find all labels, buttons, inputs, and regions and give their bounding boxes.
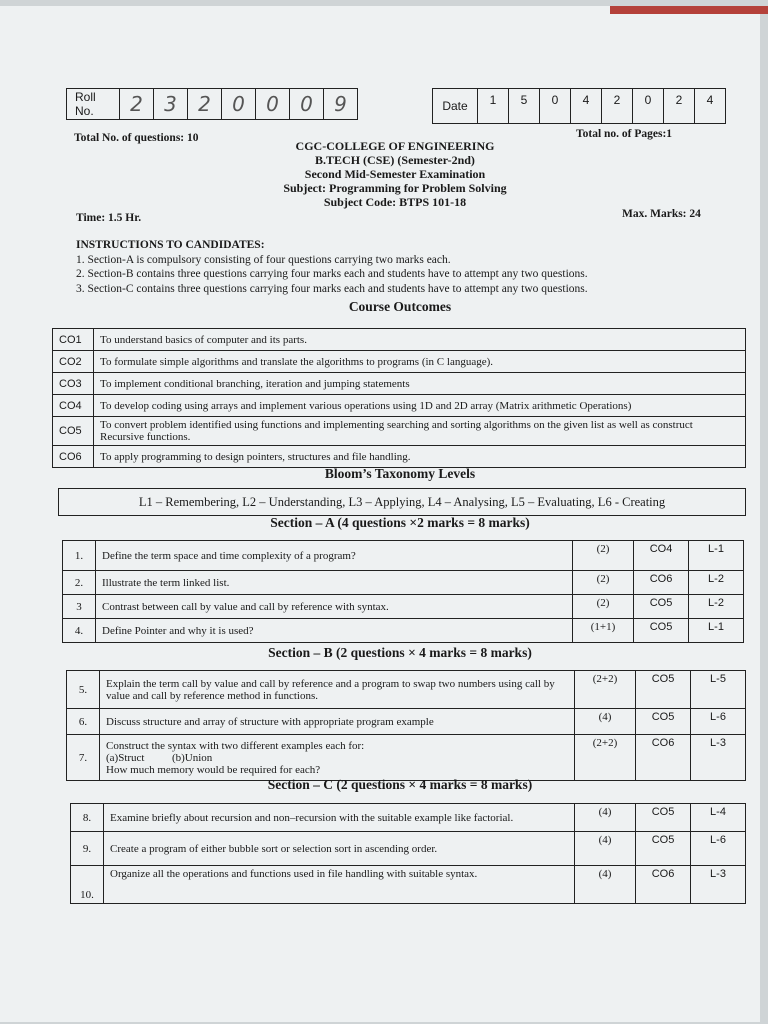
question-text	[100, 735, 575, 781]
table-row	[67, 735, 746, 781]
roll-digit: 3	[154, 89, 188, 120]
date-digit: 0	[633, 89, 664, 124]
section-c-title: Section – C (2 questions × 4 marks = 8 marks)	[267, 777, 533, 792]
co-text: To convert problem identified using functions and implementing searching and sorting algorithms on the given list as well as construct Recursive functions.	[94, 417, 746, 446]
co-text: To implement conditional branching, iteration and jumping statements	[94, 373, 746, 395]
table-row	[63, 595, 744, 619]
question-text: Define Pointer and why it is used?	[96, 619, 573, 643]
question-level: L-3	[691, 735, 746, 781]
question-co: CO4	[634, 541, 689, 571]
question-level: L-5	[691, 671, 746, 709]
question-marks: (1+1)	[573, 619, 634, 643]
question-level: L-1	[689, 541, 744, 571]
co-text: To formulate simple algorithms and translate the algorithms to programs (in C language).	[94, 351, 746, 373]
table-row	[53, 351, 746, 373]
table-row	[63, 541, 744, 571]
co-id: CO4	[53, 395, 94, 417]
table-row	[63, 571, 744, 595]
instructions	[76, 238, 588, 296]
question-number: 10.	[71, 866, 104, 904]
question-text-line: Construct the syntax with two different examples each for:	[106, 739, 365, 752]
question-text: Define the term space and time complexity of a program?	[96, 541, 573, 571]
question-text: Illustrate the term linked list.	[96, 571, 573, 595]
question-text-line: (a)Struct (b)Union	[106, 751, 213, 764]
paper-heading	[230, 139, 560, 209]
date-box	[432, 88, 726, 124]
background-cloth	[610, 6, 768, 14]
roll-digit: 0	[290, 89, 324, 120]
co-text: To apply programming to design pointers, structures and file handling.	[94, 446, 746, 468]
question-text: Explain the term call by value and call by reference and a program to swap two numbers using call by value and call by reference method in functions.	[100, 671, 575, 709]
question-marks: (2)	[573, 541, 634, 571]
question-co: CO5	[634, 595, 689, 619]
question-level: L-6	[691, 709, 746, 735]
question-number: 2.	[63, 571, 96, 595]
question-text: Contrast between call by value and call by reference with syntax.	[96, 595, 573, 619]
question-level: L-2	[689, 571, 744, 595]
table-row	[53, 373, 746, 395]
question-marks: (4)	[575, 709, 636, 735]
section-c-table	[70, 803, 746, 904]
section-a-table	[62, 540, 744, 643]
blooms-levels: L1 – Remembering, L2 – Understanding, L3 – Applying, L4 – Analysing, L5 – Evaluating, L6 - Creating	[58, 488, 746, 516]
table-row	[67, 709, 746, 735]
question-co: CO5	[634, 619, 689, 643]
question-level: L-3	[691, 866, 746, 904]
course-outcomes-title: Course Outcomes	[348, 299, 452, 314]
question-co: CO5	[636, 709, 691, 735]
blooms-title: Bloom’s Taxonomy Levels	[324, 466, 476, 481]
table-row	[53, 417, 746, 446]
co-text: To understand basics of computer and its parts.	[94, 329, 746, 351]
question-number: 9.	[71, 832, 104, 866]
question-text: Discuss structure and array of structure with appropriate program example	[100, 709, 575, 735]
section-b-title: Section – B (2 questions × 4 marks = 8 marks)	[268, 645, 532, 660]
roll-digit: 2	[188, 89, 222, 120]
co-text: To develop coding using arrays and implement various operations using 1D and 2D array (Matrix arithmetic Operations)	[94, 395, 746, 417]
date-label: Date	[433, 89, 478, 124]
section-b-table	[66, 670, 746, 781]
question-level: L-2	[689, 595, 744, 619]
question-text: Organize all the operations and functions used in file handling with suitable syntax.	[104, 866, 575, 904]
table-row	[71, 832, 746, 866]
subject-name: Subject: Programming for Problem Solving	[283, 181, 507, 195]
question-number: 3	[63, 595, 96, 619]
table-row	[63, 619, 744, 643]
roll-number-box	[66, 88, 358, 120]
question-marks: (4)	[575, 866, 636, 904]
co-id: CO6	[53, 446, 94, 468]
time-allowed: Time: 1.5 Hr.	[76, 212, 142, 224]
question-marks: (2+2)	[575, 735, 636, 781]
question-co: CO6	[636, 735, 691, 781]
program-name: B.TECH (CSE) (Semester-2nd)	[315, 153, 475, 167]
co-id: CO3	[53, 373, 94, 395]
question-number: 7.	[67, 735, 100, 781]
college-name: CGC-COLLEGE OF ENGINEERING	[295, 139, 495, 153]
question-text: Examine briefly about recursion and non–recursion with the suitable example like factorial.	[104, 804, 575, 832]
co-id: CO1	[53, 329, 94, 351]
roll-label: Roll No.	[67, 89, 120, 120]
total-questions: Total No. of questions: 10	[74, 132, 199, 144]
question-marks: (4)	[575, 832, 636, 866]
instruction-item: 2. Section-B contains three questions carrying four marks each and students have to attempt any two questions.	[76, 268, 588, 280]
date-digit: 1	[478, 89, 509, 124]
question-marks: (4)	[575, 804, 636, 832]
instruction-item: 1. Section-A is compulsory consisting of four questions carrying two marks each.	[76, 253, 451, 266]
section-a-title: Section – A (4 questions ×2 marks = 8 marks)	[270, 515, 530, 530]
question-co: CO5	[636, 832, 691, 866]
course-outcomes-table	[52, 328, 746, 468]
co-id: CO5	[53, 417, 94, 446]
question-level: L-6	[691, 832, 746, 866]
date-digit: 5	[509, 89, 540, 124]
table-row	[53, 395, 746, 417]
roll-digit: 0	[222, 89, 256, 120]
question-co: CO6	[636, 866, 691, 904]
co-id: CO2	[53, 351, 94, 373]
table-row	[53, 329, 746, 351]
instruction-item: 3. Section-C contains three questions carrying four marks each and students have to attempt any two questions.	[76, 282, 588, 295]
question-number: 8.	[71, 804, 104, 832]
question-marks: (2+2)	[575, 671, 636, 709]
question-co: CO5	[636, 804, 691, 832]
question-text-line: How much memory would be required for each?	[106, 763, 321, 776]
max-marks: Max. Marks: 24	[622, 208, 701, 220]
total-pages: Total no. of Pages:1	[576, 128, 673, 140]
roll-digit: 9	[324, 89, 358, 120]
exam-name: Second Mid-Semester Examination	[304, 167, 486, 181]
question-number: 1.	[63, 541, 96, 571]
question-text: Create a program of either bubble sort or selection sort in ascending order.	[104, 832, 575, 866]
instructions-title: INSTRUCTIONS TO CANDIDATES:	[76, 239, 265, 251]
table-row	[71, 866, 746, 904]
question-number: 6.	[67, 709, 100, 735]
table-row	[53, 446, 746, 468]
question-marks: (2)	[573, 595, 634, 619]
question-number: 4.	[63, 619, 96, 643]
question-co: CO5	[636, 671, 691, 709]
exam-paper	[0, 6, 760, 1022]
question-number: 5.	[67, 671, 100, 709]
question-co: CO6	[634, 571, 689, 595]
date-digit: 2	[664, 89, 695, 124]
subject-code: Subject Code: BTPS 101-18	[323, 195, 467, 209]
date-digit: 0	[540, 89, 571, 124]
question-marks: (2)	[573, 571, 634, 595]
table-row	[67, 671, 746, 709]
question-level: L-1	[689, 619, 744, 643]
date-digit: 4	[695, 89, 726, 124]
roll-digit: 2	[120, 89, 154, 120]
table-row	[71, 804, 746, 832]
date-digit: 4	[571, 89, 602, 124]
roll-digit: 0	[256, 89, 290, 120]
date-digit: 2	[602, 89, 633, 124]
question-level: L-4	[691, 804, 746, 832]
